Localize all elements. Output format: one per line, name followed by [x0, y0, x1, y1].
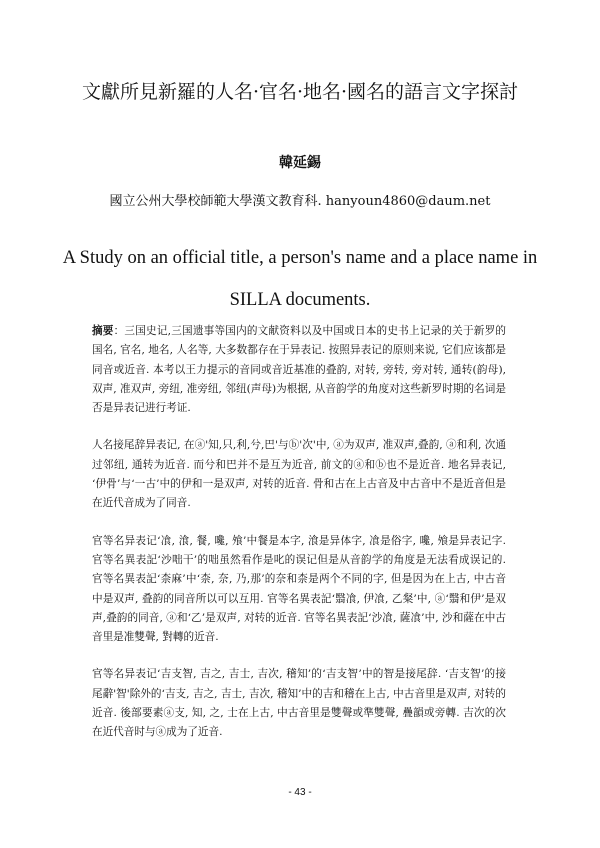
- abstract-label: 摘要: [92, 325, 114, 337]
- title-english: A Study on an official title, a person's name and a place name in SILLA documents.: [62, 248, 538, 310]
- paragraph-2: 官等名异表记‘飡, 湌, 餐, 嚵, 飧’中餐是本字, 湌是异体字, 飡是俗字, 嚵, 飧是异表记字. 官等名異表記‘沙咄干’的咄虽然看作是叱的误记但是从音韵学的角度是无法看成误记的. 官等名異表記‘柰麻’中‘柰, 奈, 乃,那’的奈和柰是两个不同的字, 但是因为在上古, 中古音中是双声, 叠韵的同音所以可以互用. 官等名異表記‘翳飡, 伊飡, 乙粲’中, ⓐ‘翳和伊’是双声,叠韵的同音, ⓐ和‘乙’是双声, 对转的近音. 官等名異表記‘沙飡, 薩飡’中, 沙和薩在中古音里是准雙聲, 對轉的近音.: [92, 534, 506, 644]
- abstract-paragraph: [92, 322, 506, 418]
- abstract-text: ：三国史记,三国遗事等国内的文献资料以及中国或日本的史书上记录的关于新罗的国名, 官名, 地名, 人名等, 大多数都存在于异表记. 按照异表记的原则来说, 它们应该都是同音或近音. 本考以王力提示的音同或音近基准的叠韵, 对转, 旁转, 旁对转, 通转(韵母), 双声, 准双声, 旁纽, 准旁纽, 邻纽(声母)为根据, 从音韵学的角度对这些新罗时期的名词是否是异表记进行考证.: [92, 325, 507, 415]
- paragraph-3: 官等名异表记‘吉支智, 吉之, 吉士, 吉次, 稽知’的‘吉支智’中的智是接尾辞. ‘吉支智’的接尾辭'智'除外的‘吉支, 吉之, 吉士, 吉次, 稽知’中的吉和稽在上古, 中古音里是双声, 对转的近音. 後部要素ⓐ支, 知, 之, 士在上古, 中古音里是雙聲或準雙聲, 疊韻或旁轉. 吉次的次在近代音时与ⓐ成为了近音.: [92, 668, 506, 739]
- body-text: [92, 322, 506, 761]
- paragraph-1: 人名接尾辞异表记, 在ⓐ'知,只,利,兮,巴'与ⓑ'次'中, ⓐ为双声, 准双声,叠韵, ⓐ和利, 次通过邻纽, 通转为近音. 而兮和巴并不是互为近音, 前文的ⓐ和ⓑ也不是近音. 地名异表记, ‘伊骨’与‘一古’中的伊和一是双声, 对转的近音. 骨和古在上古音及中古音中不是近音但是在近代音成为了同音.: [92, 439, 506, 510]
- author-affiliation: 國立公州大學校師範大學漢文教育科. hanyoun4860@daum.net: [109, 194, 491, 209]
- page-number: - 43 -: [288, 787, 312, 798]
- author-name: 韓延錫: [279, 155, 321, 171]
- title-chinese: 文獻所見新羅的人名·官名·地名·國名的語言文字探討: [81, 81, 519, 103]
